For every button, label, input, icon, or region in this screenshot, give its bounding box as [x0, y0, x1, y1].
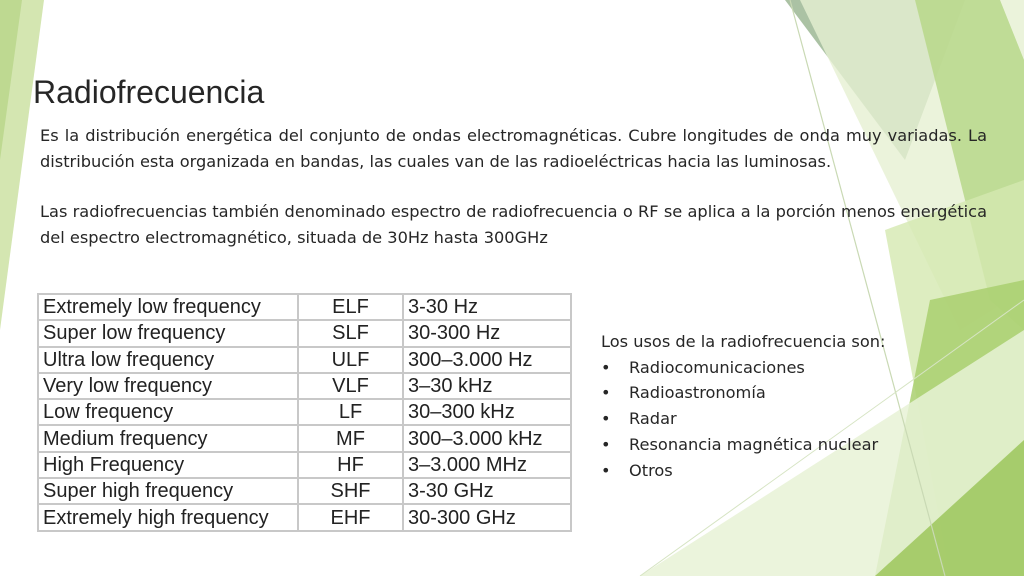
list-item-label: Resonancia magnética nuclear [629, 434, 879, 454]
band-abbreviation: ELF [298, 294, 403, 320]
paragraph-spectrum: Las radiofrecuencias también denominado espectro de radiofrecuencia o RF se aplica a la porción menos energética del espectro electromagnético, situada de 30Hz hasta 300GHz [40, 202, 987, 247]
list-item-label: Radioastronomía [629, 383, 766, 403]
table-row [38, 347, 571, 373]
table-row [38, 320, 571, 346]
band-name: Super high frequency [38, 478, 298, 504]
band-abbreviation: LF [298, 399, 403, 425]
bullet-icon: • [601, 434, 611, 454]
band-name: Extremely low frequency [38, 294, 298, 320]
paragraph-definition: Es la distribución energética del conjunto de ondas electromagnéticas. Cubre longitudes de onda muy variadas. La distribución esta organizada en bandas, las cuales van de las radioeléctricas hacia las luminosas. [40, 126, 987, 171]
slide-title: Radiofrecuencia [33, 74, 265, 110]
band-abbreviation: ULF [298, 347, 403, 373]
band-range: 3-30 GHz [403, 478, 571, 504]
list-item [601, 432, 885, 458]
band-name: Ultra low frequency [38, 347, 298, 373]
bullet-icon: • [601, 357, 611, 377]
list-item [601, 458, 885, 484]
band-name: Extremely high frequency [38, 504, 298, 530]
frequency-bands-table [37, 293, 572, 532]
band-range: 3–3.000 MHz [403, 452, 571, 478]
list-item [601, 355, 885, 381]
table-row [38, 425, 571, 451]
band-name: High Frequency [38, 452, 298, 478]
list-item-label: Otros [629, 460, 673, 480]
band-range: 300–3.000 kHz [403, 425, 571, 451]
band-range: 30-300 GHz [403, 504, 571, 530]
table-row [38, 452, 571, 478]
band-name: Super low frequency [38, 320, 298, 346]
list-item [601, 406, 885, 432]
bullet-icon: • [601, 460, 611, 480]
list-item-label: Radiocomunicaciones [629, 357, 805, 377]
table-row [38, 399, 571, 425]
bullet-icon: • [601, 409, 611, 429]
band-range: 30–300 kHz [403, 399, 571, 425]
band-abbreviation: SHF [298, 478, 403, 504]
list-item [601, 380, 885, 406]
band-name: Medium frequency [38, 425, 298, 451]
uses-heading: Los usos de la radiofrecuencia son: [601, 332, 886, 351]
band-range: 300–3.000 Hz [403, 347, 571, 373]
band-name: Very low frequency [38, 373, 298, 399]
table-row [38, 294, 571, 320]
band-abbreviation: EHF [298, 504, 403, 530]
band-range: 30-300 Hz [403, 320, 571, 346]
table-row [38, 373, 571, 399]
band-abbreviation: SLF [298, 320, 403, 346]
table-row [38, 504, 571, 530]
list-item-label: Radar [629, 409, 677, 429]
table-row [38, 478, 571, 504]
band-abbreviation: VLF [298, 373, 403, 399]
uses-section [601, 329, 885, 483]
bullet-icon: • [601, 383, 611, 403]
band-abbreviation: MF [298, 425, 403, 451]
band-range: 3–30 kHz [403, 373, 571, 399]
band-name: Low frequency [38, 399, 298, 425]
body-text [40, 123, 987, 250]
uses-list [601, 355, 885, 484]
band-range: 3-30 Hz [403, 294, 571, 320]
band-abbreviation: HF [298, 452, 403, 478]
